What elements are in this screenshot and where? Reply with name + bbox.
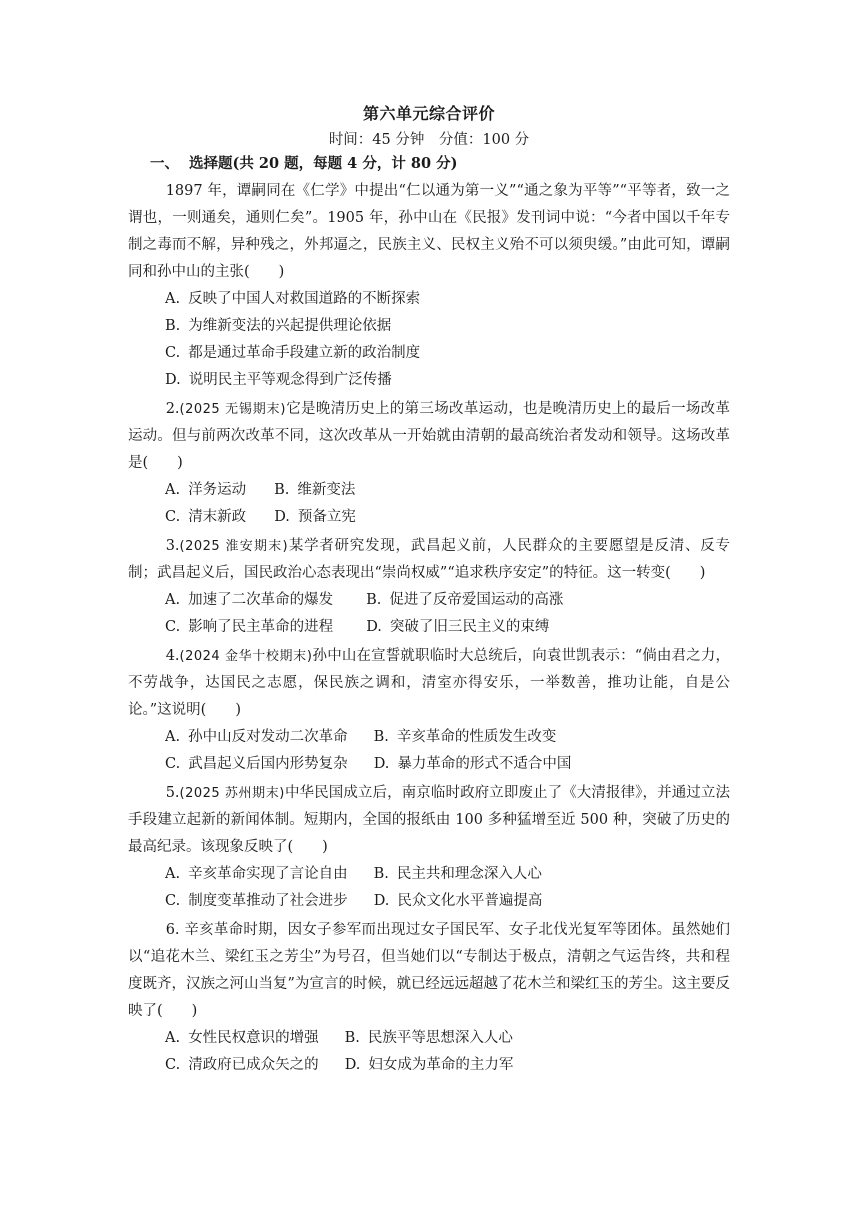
option-a[interactable] [165,861,348,888]
page-title: 第六单元综合评价 [362,104,495,123]
option-letter: A. [165,482,181,498]
question-2 [128,396,730,531]
question-options [128,286,730,394]
option-letter: B. [366,592,382,608]
option-text: 制度变革推动了社会进步 [188,893,348,909]
option-text: 促进了反帝爱国运动的高涨 [389,592,564,608]
option-text: 反映了中国人对救国道路的不断探索 [188,291,421,307]
option-text: 妇女成为革命的主力军 [368,1057,514,1073]
option-text: 暴力革命的形式不适合中国 [397,756,572,772]
option-c[interactable] [165,1052,319,1079]
option-row [128,286,730,313]
option-letter: C. [165,345,181,361]
option-d[interactable] [366,614,549,641]
option-letter: B. [165,318,181,334]
option-d[interactable] [165,367,392,394]
option-text: 影响了民主革命的进程 [188,619,334,635]
section-name: 选择题(共 20 题，每题 4 分，计 80 分) [189,155,458,172]
option-text: 突破了旧三民主义的束缚 [389,619,550,635]
question-stem-text: 中华民国成立后，南京临时政府立即废止了《大清报律》，并通过立法手段建立起新的新闻体制。短期内，全国的报纸由 100 多种猛增至近 500 种，突破了历史的最高纪录。该现象反映了( ) [128,785,730,855]
option-text: 女性民权意识的增强 [188,1030,319,1046]
option-letter: D. [274,509,290,525]
option-row [128,861,730,888]
question-source: (2025 苏州期末) [179,786,285,801]
option-letter: B. [373,729,389,745]
option-row [128,751,730,778]
question-stem-text: 辛亥革命时期，因女子参军而出现过女子国民军、女子北伐光复军等团体。虽然她们以“追花木兰、梁红玉之芳尘”为号召，但当她们以“专制达于极点，清朝之气运告终，共和程度既齐，汉族之河山当复”为宣言的时候，就已经远远超越了花木兰和梁红玉的芳尘。这主要反映了( ) [128,922,731,1019]
option-letter: D. [344,1057,361,1073]
option-letter: A. [165,866,181,882]
question-4 [128,643,730,778]
option-c[interactable] [165,751,348,778]
question-stem [128,178,730,286]
option-row [128,367,730,394]
option-b[interactable] [165,313,391,340]
option-b[interactable] [274,477,355,504]
option-b[interactable] [374,724,557,751]
option-a[interactable] [165,477,246,504]
option-d[interactable] [374,751,572,778]
question-stem-text: 它是晚清历史上的第三场改革运动，也是晚清历史上的最后一场改革运动。但与前两次改革不同，这次改革从一开始就由清朝的最高统治者发动和领导。这场改革是( ) [128,401,730,471]
option-a[interactable] [165,1025,319,1052]
option-text: 预备立宪 [297,509,356,525]
option-letter: C. [165,756,181,772]
question-options [128,724,730,778]
option-row [128,614,730,641]
question-source: (2025 淮安期末) [179,539,289,554]
question-number: 6. [165,922,180,938]
option-row [128,340,730,367]
option-text: 维新变法 [297,482,356,498]
option-text: 为维新变法的兴起提供理论依据 [188,318,392,334]
option-text: 民族平等思想深入人心 [367,1030,513,1046]
question-stem [128,780,730,861]
question-5 [128,780,730,915]
option-d[interactable] [274,504,356,531]
option-c[interactable] [165,614,333,641]
question-stem-text: 1897 年，谭嗣同在《仁学》中提出“仁以通为第一义”“通之象为平等”“平等者，致一之谓也，一则通矣，通则仁矣”。1905 年，孙中山在《民报》发刊词中说：“今者中国以千年专制之毒而不解，异种残之，外邦逼之，民族主义、民权主义殆不可以须臾缓。”由此可知，谭嗣同和孙中山的主张( ) [128,183,730,280]
option-letter: C. [165,619,181,635]
section-heading [128,152,730,176]
exam-page [128,102,730,1079]
question-number: 3. [165,538,180,554]
option-b[interactable] [345,1025,513,1052]
option-letter: A. [165,1030,181,1046]
question-options [128,861,730,915]
question-options [128,477,730,531]
option-letter: A. [165,592,181,608]
option-row [128,888,730,915]
question-stem [128,643,730,724]
question-3 [128,533,730,641]
option-a[interactable] [165,587,333,614]
option-letter: D. [373,756,390,772]
question-number: 4. [165,648,180,664]
option-c[interactable] [165,340,420,367]
option-letter: B. [373,866,389,882]
option-letter: C. [165,1057,181,1073]
question-stem-text: 孙中山在宣誓就职临时大总统后，向袁世凯表示：“倘由君之力，不劳战争，达国民之志愿，保民族之调和，清室亦得安乐，一举数善，推功让能，自是公论。”这说明( ) [128,648,730,718]
option-text: 说明民主平等观念得到广泛传播 [188,372,392,388]
option-text: 孙中山反对发动二次革命 [188,729,348,745]
option-text: 辛亥革命的性质发生改变 [396,729,557,745]
option-a[interactable] [165,724,348,751]
option-a[interactable] [165,286,420,313]
option-row [128,477,730,504]
option-c[interactable] [165,504,246,531]
question-source: (2025 无锡期末) [179,402,286,417]
option-text: 加速了二次革命的爆发 [188,592,334,608]
section-number: 一、 [150,155,179,172]
option-text: 武昌起义后国内形势复杂 [188,756,348,772]
question-options [128,1025,730,1079]
option-row [128,1025,730,1052]
option-letter: C. [165,893,181,909]
option-letter: D. [373,893,390,909]
option-row [128,724,730,751]
option-text: 洋务运动 [188,482,247,498]
question-number: 5. [165,785,180,801]
option-text: 民众文化水平普遍提高 [397,893,543,909]
option-d[interactable] [345,1052,514,1079]
option-c[interactable] [165,888,348,915]
option-d[interactable] [374,888,543,915]
option-letter: B. [274,482,290,498]
option-row [128,504,730,531]
question-stem-text: 某学者研究发现，武昌起义前，人民群众的主要愿望是反清、反专制；武昌起义后，国民政治心态表现出“崇尚权威”“追求秩序安定”的特征。这一转变( ) [128,538,730,581]
option-letter: A. [165,291,181,307]
option-b[interactable] [374,861,542,888]
question-stem [128,396,730,477]
option-text: 都是通过革命手段建立新的政治制度 [188,345,421,361]
option-letter: B. [344,1030,360,1046]
option-letter: A. [165,729,181,745]
option-text: 清末新政 [188,509,247,525]
option-letter: D. [366,619,382,635]
option-text: 辛亥革命实现了言论自由 [188,866,348,882]
question-source: (2024 金华十校期末) [179,649,313,664]
option-row [128,313,730,340]
option-letter: D. [165,372,181,388]
question-1 [128,178,730,394]
option-b[interactable] [366,587,563,614]
question-stem [128,917,730,1025]
question-number: 2. [165,401,180,417]
option-text: 清政府已成众矢之的 [188,1057,319,1073]
question-options [128,587,730,641]
option-row [128,1052,730,1079]
exam-meta: 时间：45 分钟 分值：100 分 [328,132,530,148]
option-letter: C. [165,509,181,525]
question-6 [128,917,730,1079]
option-row [128,587,730,614]
question-stem [128,533,730,587]
option-text: 民主共和理念深入人心 [396,866,542,882]
